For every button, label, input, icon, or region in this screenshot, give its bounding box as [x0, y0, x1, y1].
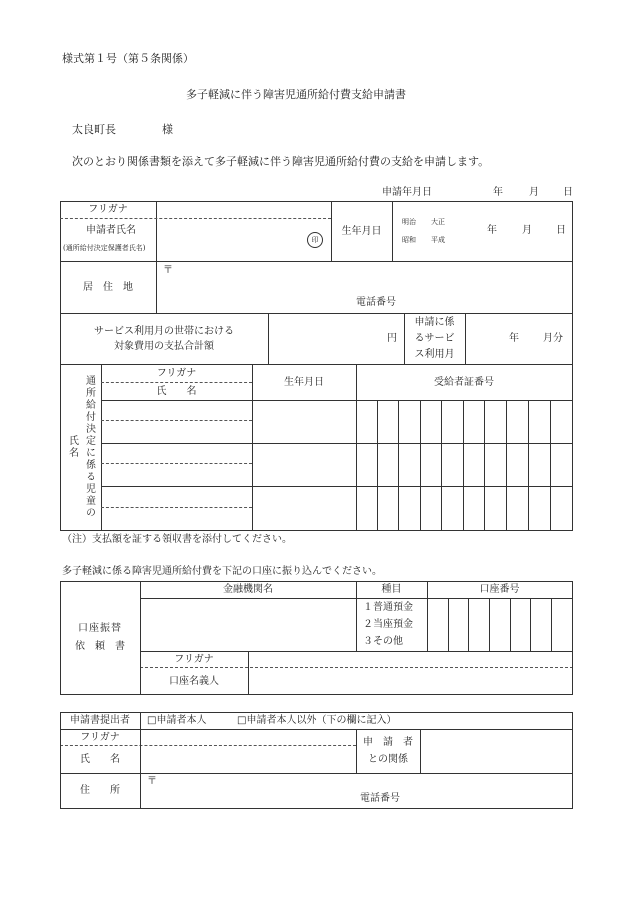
submitter-option-other[interactable]: □申請者本人以外（下の欄に記入） [237, 715, 397, 726]
service-month-suffix: 月分 [543, 333, 563, 344]
era-showa: 昭和 [402, 236, 416, 244]
postal-mark: 〒 [163, 265, 173, 276]
applicant-name-field[interactable] [156, 219, 331, 261]
child-name-field-2[interactable] [101, 443, 252, 486]
institution-label: 金融機関名 [223, 584, 273, 595]
payment-amount-field[interactable] [268, 313, 404, 364]
service-year: 年 [509, 333, 519, 344]
era-taisho: 大正 [431, 218, 445, 226]
submitter-phone-label: 電話番号 [360, 793, 400, 804]
form-number: 様式第１号（第５条関係） [62, 52, 194, 65]
submitter-option-self[interactable]: □申請者本人 [147, 715, 207, 726]
submitter-name-field[interactable] [140, 746, 356, 773]
child-name-field-1[interactable] [101, 400, 252, 443]
children-name-label: 氏 名 [156, 385, 197, 397]
era-heisei: 平成 [431, 236, 445, 244]
phone-label: 電話番号 [356, 297, 396, 308]
holder-furigana-label: フリガナ [174, 653, 214, 665]
addressee-honorific: 様 [162, 123, 173, 136]
holder-furigana-field[interactable] [248, 651, 572, 667]
account-number-label: 口座番号 [479, 584, 520, 595]
payment-label [60, 313, 268, 364]
relation-label [356, 729, 420, 773]
relation-field[interactable] [420, 729, 572, 773]
service-month-line3: ス利用月 [414, 348, 455, 360]
receipt-note: （注）支払額を証する領収書を添付してください。 [62, 534, 292, 545]
submitter-furigana-label: フリガナ [80, 731, 120, 743]
address-label: 居 住 地 [83, 281, 133, 293]
birth-day: 日 [556, 225, 566, 236]
bank-side-line1: 口座振替 [78, 622, 122, 634]
bank-side-label [60, 581, 140, 694]
applicant-birth-label: 生年月日 [341, 225, 382, 237]
applicant-name-note: (通所給付決定保護者氏名) [63, 244, 146, 252]
payment-label-line2: 対象費用の支払合計額 [114, 340, 214, 352]
relation-line1: 申 請 者 [363, 737, 413, 748]
children-side-label [60, 364, 101, 530]
birth-year: 年 [487, 225, 497, 236]
application-date-day: 日 [563, 187, 573, 198]
application-date-label: 申請年月日 [382, 187, 432, 198]
application-date-year: 年 [493, 187, 503, 198]
children-birth-label: 生年月日 [284, 376, 324, 388]
service-month-label [404, 313, 465, 364]
seal-mark: 印 [307, 232, 323, 248]
submitter-label: 申請書提出者 [70, 715, 130, 726]
child-name-field-3[interactable] [101, 486, 252, 530]
service-month-line1: 申請に係 [414, 316, 455, 328]
submitter-postal-mark: 〒 [147, 776, 157, 787]
applicant-furigana-field[interactable] [156, 201, 331, 218]
children-cert-label: 受給者証番号 [434, 376, 494, 388]
type-option-other[interactable]: ３その他 [363, 636, 403, 647]
submitter-address-label: 住 所 [80, 785, 120, 796]
submitter-furigana-field[interactable] [140, 729, 356, 745]
holder-label: 口座名義人 [169, 675, 219, 687]
relation-line2: との関係 [368, 754, 408, 765]
submitter-address-field[interactable] [140, 773, 572, 808]
applicant-name-label: 申請者氏名 [86, 225, 136, 236]
children-side-text: 通所給付決定に係る児童の氏名 [66, 375, 95, 519]
payment-label-line1: サービス利用月の世帯における [94, 325, 234, 337]
type-option-ordinary[interactable]: １普通預金 [363, 602, 413, 613]
yen-unit: 円 [387, 333, 397, 344]
bank-side-line2: 依 頼 書 [75, 640, 125, 652]
holder-name-field[interactable] [248, 668, 572, 694]
birth-month: 月 [522, 225, 532, 236]
application-date-month: 月 [529, 187, 539, 198]
addressee: 太良町長 [72, 123, 116, 136]
transfer-intro: 多子軽減に係る障害児通所給付費を下記の口座に振り込んでください。 [62, 566, 382, 577]
institution-field[interactable] [140, 598, 356, 651]
applicant-furigana-label: フリガナ [88, 204, 128, 215]
service-month-line2: るサービ [414, 332, 455, 344]
type-option-current[interactable]: ２当座預金 [363, 619, 413, 630]
form-title: 多子軽減に伴う障害児通所給付費支給申請書 [186, 88, 406, 101]
intro-text: 次のとおり関係書類を添えて多子軽減に伴う障害児通所給付費の支給を申請します。 [72, 155, 490, 168]
children-furigana-label: フリガナ [156, 367, 197, 379]
account-type-label: 種目 [381, 584, 402, 595]
submitter-name-label: 氏 名 [80, 754, 120, 765]
era-meiji: 明治 [402, 218, 416, 226]
